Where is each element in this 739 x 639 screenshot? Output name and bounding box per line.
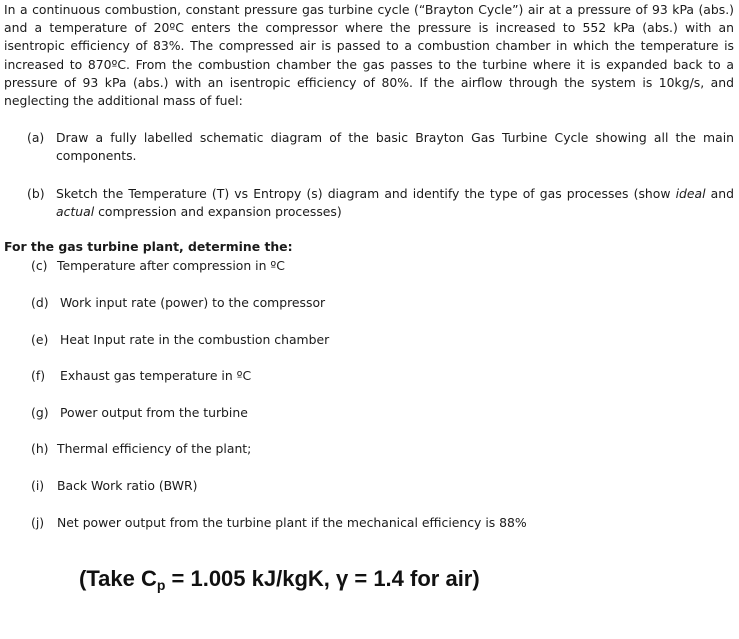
item-d-text: Work input rate (power) to the compressor: [60, 295, 326, 310]
item-c: [31, 258, 285, 273]
item-c-text: Temperature after compression in ºC: [57, 258, 285, 273]
problem-statement: In a continuous combustion, constant pressure gas turbine cycle (“Brayton Cycle”) air at a pressure of 93 kPa (abs.) and a temperature of 20ºC enters the compressor where the pressure is increased to 552 kPa (abs.) with an isentropic efficiency of 83%. The compressed air is passed to a combustion chamber in which the temperature is increased to 870ºC. From the combustion chamber the gas passes to the turbine where it is expanded back to a pressure of 93 kPa (abs.) with an isentropic efficiency of 80%. If the airflow through the system is 10kg/s, and neglecting the additional mass of fuel:: [4, 2, 734, 109]
item-i: [31, 478, 197, 493]
item-d: [31, 295, 325, 310]
section-heading: For the gas turbine plant, determine the:: [4, 239, 293, 254]
item-g: [31, 405, 248, 420]
item-c-label: (c): [31, 258, 48, 273]
item-g-label: (g): [31, 405, 49, 420]
constants-note: [79, 566, 480, 593]
part-b-text-before: Sketch the Temperature (T) vs Entropy (s) diagram and identify the type of gas processes (show: [56, 186, 676, 201]
part-b: [27, 185, 734, 221]
item-g-text: Power output from the turbine: [60, 405, 248, 420]
item-f: [31, 368, 251, 383]
constants-open: (Take C: [79, 566, 157, 591]
part-a-label: (a): [27, 130, 45, 145]
part-b-and: and: [705, 186, 734, 201]
item-f-text: Exhaust gas temperature in ºC: [60, 368, 252, 383]
item-i-label: (i): [31, 478, 45, 493]
item-h-text: Thermal efficiency of the plant;: [57, 441, 252, 456]
item-d-label: (d): [31, 295, 49, 310]
item-e-text: Heat Input rate in the combustion chamber: [60, 332, 330, 347]
constants-rest: = 1.005 kJ/kgK, γ = 1.4 for air): [165, 566, 480, 591]
item-h: [31, 441, 251, 456]
item-j-label: (j): [31, 515, 45, 530]
part-b-actual: actual: [56, 204, 95, 220]
part-b-ideal: ideal: [675, 186, 706, 201]
part-a-text: Draw a fully labelled schematic diagram of the basic Brayton Gas Turbine Cycle showing all the main components.: [56, 130, 734, 164]
part-b-text-after: compression and expansion processes): [94, 204, 342, 220]
item-i-text: Back Work ratio (BWR): [57, 478, 198, 493]
part-b-text: [56, 185, 734, 221]
part-a: [27, 129, 734, 165]
item-e-label: (e): [31, 332, 49, 347]
item-f-label: (f): [31, 368, 46, 383]
item-h-label: (h): [31, 441, 49, 456]
item-j: [31, 515, 527, 530]
constants-sub: p: [156, 577, 166, 593]
part-b-label: (b): [27, 186, 45, 201]
item-e: [31, 332, 329, 347]
item-j-text: Net power output from the turbine plant if the mechanical efficiency is 88%: [57, 515, 527, 530]
